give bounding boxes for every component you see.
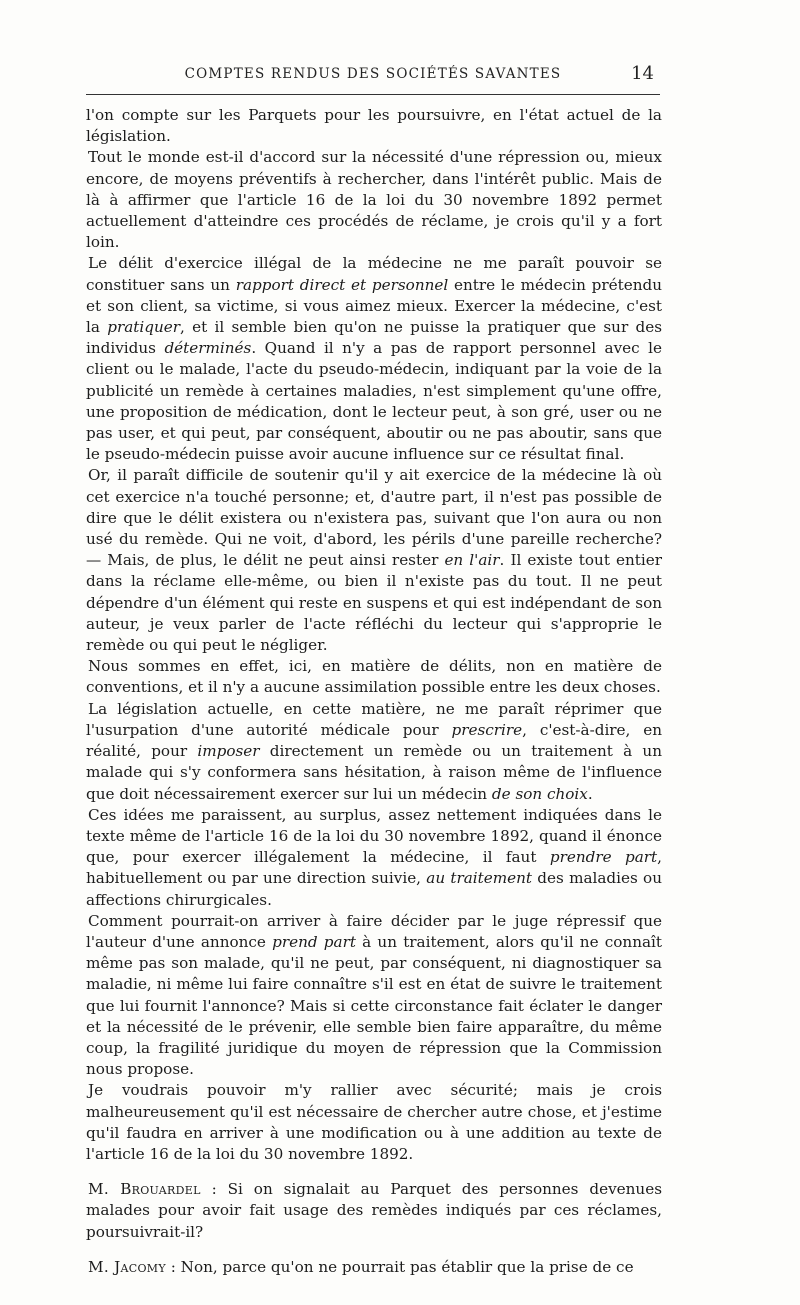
emphasis: prendre part xyxy=(549,848,658,867)
speaker-name: M. Jacomy xyxy=(88,1257,166,1276)
emphasis: prend part xyxy=(272,932,356,951)
paragraph-7: Ces idées me paraissent, au surplus, assez nettement indiquées dans le texte même de l'article 16 de la loi du 30 novembre 1892, quand il énonce que, pour exercer illégalement la médecine, il faut prendre part, habituellement ou par une direction suivie, au traitement des maladies ou affections chirurgicales. xyxy=(86,805,662,909)
emphasis: rapport direct et personnel xyxy=(235,275,449,294)
emphasis: au traitement xyxy=(426,869,533,888)
emphasis: de son choix xyxy=(491,784,588,803)
paragraph-3: Le délit d'exercice illégal de la médecine ne me paraît pouvoir se constituer sans un rapport direct et personnel entre le médecin prétendu et son client, sa victime, si vous aimez mieux. Exercer la médecine, c'est la pratiquer, et il semble bien qu'on ne puisse la pratiquer que sur des individus déterminés. Quand il n'y a pas de rapport personnel avec le client ou le malade, l'acte du pseudo-médecin, indiquant par la voie de la publicité un remède à certaines maladies, n'est simplement qu'une offre, une proposition de médication, dont le lecteur peut, à son gré, user ou ne pas user, et qui peut, par conséquent, aboutir ou ne pas aboutir, sans que le pseudo-médecin puisse avoir aucune influence sur ce résultat final. xyxy=(86,254,663,464)
speaker-name: M. Brouardel xyxy=(88,1180,201,1199)
paragraph-8: Comment pourrait-on arriver à faire décider par le juge répressif que l'auteur d'une annonce prend part à un traitement, alors qu'il ne connaît même pas son malade, qu'il ne peut, par conséquent, ni diagnostiquer sa maladie, ni même lui faire connaître s'il est en état de suivre le traitement que lui fournit l'annonce? Mais si cette circonstance fait éclater le danger et la nécessité de le prévenir, elle semble bien faire apparaître, du même coup, la fragilité juridique du moyen de répression que la Commission nous propose. xyxy=(86,911,662,1079)
emphasis: en l'air xyxy=(444,551,500,570)
emphasis: imposer xyxy=(197,742,260,761)
paragraph-10: M. Brouardel : Si on signalait au Parquet des personnes devenues malades pour avoir fait usage des remèdes indiqués par ces réclames, poursuivrait-il? xyxy=(86,1180,662,1241)
page-number: 14 xyxy=(631,63,654,84)
paragraph-11: M. Jacomy : Non, parce qu'on ne pourrait pas établir que la prise de ce xyxy=(88,1257,634,1276)
emphasis: déterminés xyxy=(164,339,252,358)
body-text xyxy=(86,105,662,1278)
paragraph-4: Or, il paraît difficile de soutenir qu'il y ait exercice de la médecine là où cet exercice n'a touché personne; et, d'autre part, il n'est pas possible de dire que le délit existera ou n'existera pas, suivant que l'on aura ou non usé du remède. Qui ne voit, d'abord, les périls d'une pareille recherche? — Mais, de plus, le délit ne peut ainsi rester en l'air. Il existe tout entier dans la réclame elle-même, ou bien il n'existe pas du tout. Il ne peut dépendre d'un élément qui reste en suspens et qui est indépendant de son auteur, je veux parler de l'acte réfléchi du lecteur qui s'approprie le remède ou qui peut le négliger. xyxy=(86,466,662,655)
emphasis: prescrire xyxy=(451,720,523,739)
paragraph-5: Nous sommes en effet, ici, en matière de délits, non en matière de conventions, et il n'y a aucune assimilation possible entre les deux choses. xyxy=(86,657,662,697)
running-header xyxy=(86,63,660,92)
paragraph-1: l'on compte sur les Parquets pour les poursuivre, en l'état actuel de la législation. xyxy=(86,106,662,146)
paragraph-6: La législation actuelle, en cette matière, ne me paraît réprimer que l'usurpation d'une autorité médicale pour prescrire, c'est-à-dire, en réalité, pour imposer directement un remède ou un traitement à un malade qui s'y conformera sans hésitation, à raison même de l'influence que doit nécessairement exercer sur lui un médecin de son choix. xyxy=(86,699,662,803)
header-title: COMPTES RENDUS DES SOCIÉTÉS SAVANTES xyxy=(184,66,562,82)
paragraph-2: Tout le monde est-il d'accord sur la nécessité d'une répression ou, mieux encore, de moyens préventifs à rechercher, dans l'intérêt public. Mais de là à affirmer que l'article 16 de la loi du 30 novembre 1892 permet actuellement d'atteindre ces procédés de réclame, je crois qu'il y a fort loin. xyxy=(86,148,662,252)
emphasis: pratiquer xyxy=(107,318,180,337)
paragraph-9: Je voudrais pouvoir m'y rallier avec sécurité; mais je crois malheureusement qu'il est nécessaire de chercher autre chose, et j'estime qu'il faudra en arriver à une modification ou à une addition au texte de l'article 16 de la loi du 30 novembre 1892. xyxy=(86,1081,662,1163)
header-rule xyxy=(86,94,660,95)
